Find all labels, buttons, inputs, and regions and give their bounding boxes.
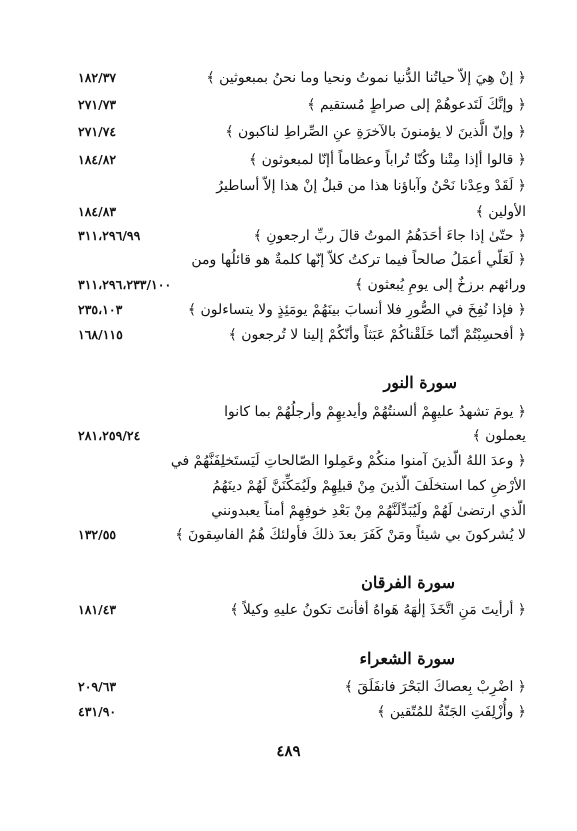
verse-text: ﴿ لَعَلّي أعمَلُ صالحاً فيما تركتُ كلاّ إنّها كلمةٌ هو قائلُها ومن xyxy=(191,252,526,268)
verse-text: ﴿ وإنَّكَ لَتَدعوهُمْ إلى صراطٍ مُستقيم ﴾ xyxy=(307,97,526,113)
verse-ref: ٢٣٥،١٠٣ xyxy=(78,302,123,317)
verse-text: ورائهم برزخٌ إلى يومِ يُبعثون ﴾ xyxy=(354,277,526,293)
verse-text: ﴿ وإنّ الَّذينَ لا يؤمنونَ بالآخرَةِ عنِ الصِّراطِ لناكبون ﴾ xyxy=(225,124,526,140)
verse-ref: ١٦٨/١١٥ xyxy=(78,327,123,342)
surah-title-shuara: سورة الشعراء xyxy=(359,649,455,668)
verse-text: لا يُشركونَ بي شيئاً ومَنْ كَفَرَ بعدَ ذلكَ فأولئكَ هُمُ الفاسِقونَ ﴾ xyxy=(175,527,526,543)
verse-text: الأولين ﴾ xyxy=(475,204,526,220)
verse-text: الأرْضِ كما استخلَفَ الّذينَ مِنْ قبلِهِمْ ولَيُمَكِّنَنَّ لَهُمْ دينَهُمُ xyxy=(212,478,526,494)
verse-text: ﴿ حتّىٰ إذا جاءَ أحَدَهُمُ الموتُ قالَ ربِّ ارجعونِ ﴾ xyxy=(253,228,526,244)
verse-ref: ٢٠٩/٦٣ xyxy=(78,679,117,694)
verse-text: ﴿ اضْرِبْ بِعصاكَ البَحْرَ فانفَلَقَ ﴾ xyxy=(344,679,526,695)
verse-ref: ١٣٢/٥٥ xyxy=(78,527,117,542)
verse-text: ﴿ إنْ هِيَ إلاّ حياتُنا الدُّنيا نموتُ ونحيا وما نحنُ بمبعوثين ﴾ xyxy=(206,70,526,86)
verse-ref: ٤٣١/٩٠ xyxy=(78,704,117,719)
page-number: ٤٨٩ xyxy=(276,742,301,760)
surah-title-nur: سورة النور xyxy=(383,373,457,392)
verse-ref: ٣١١،٢٩٦/٩٩ xyxy=(78,228,141,243)
verse-text: يعملون ﴾ xyxy=(472,428,526,444)
verse-ref: ١٨٢/٣٧ xyxy=(78,70,117,85)
verse-text: ﴿ لَقَدْ وعِدْنا نَحْنُ وآباؤنا هذا من قبلُ إنْ هذا إلاّ أساطيرُ xyxy=(216,178,526,194)
verse-text: الّذي ارتضىٰ لَهُمْ ولَيُبَدِّلَنَّهُمْ مِنْ بَعْدِ خوفِهِمْ أمناً يعبدونني xyxy=(211,503,526,519)
verse-text: ﴿ أفحسِبْتُمْ أنّما خَلَقْناكُمْ عَبَثاً وأنّكُمْ إلينا لا تُرجعون ﴾ xyxy=(228,327,526,343)
verse-text: ﴿ وعدَ اللهُ الّذينَ آمنوا منكُمْ وعَمِلوا الصّالحاتِ لَيَستَخلِفَنَّهُمْ في xyxy=(170,453,526,469)
verse-text: ﴿ وأُزْلِفَتِ الجَنّةُ للمُتّقين ﴾ xyxy=(377,704,526,720)
verse-ref: ٢٨١،٢٥٩/٢٤ xyxy=(78,428,141,443)
verse-text: ﴿ يومَ تشهدُ عليهِمْ ألسنتُهُمْ وأيديهِمْ وأرجلُهُمْ بما كانوا xyxy=(224,404,526,420)
verse-ref: ١٨٤/٨٢ xyxy=(78,152,117,167)
surah-title-furqan: سورة الفرقان xyxy=(361,573,455,592)
verse-text: ﴿ فإذا نُفِخَ في الصُّورِ فلا أنسابَ بينَهُمْ يومَئِذٍ ولا يتساءلون ﴾ xyxy=(187,302,526,318)
verse-ref: ١٨١/٤٣ xyxy=(78,602,117,617)
verse-ref: ٣١١،٢٩٦،٢٣٣/١٠٠ xyxy=(78,277,172,292)
verse-ref: ١٨٤/٨٣ xyxy=(78,204,117,219)
verse-ref: ٢٧١/٧٣ xyxy=(78,97,117,112)
verse-text: ﴿ أرأيتَ مَنِ اتَّخَذَ إلٰهَهُ هَواهُ أفأنتَ تكونُ عليهِ وكيلاً ﴾ xyxy=(230,602,526,618)
verse-ref: ٢٧١/٧٤ xyxy=(78,124,117,139)
verse-text: ﴿ قالوا أإذا مِتْنا وكُنّا تُراباً وعظاماً أإنّا لمبعوثون ﴾ xyxy=(248,152,526,168)
